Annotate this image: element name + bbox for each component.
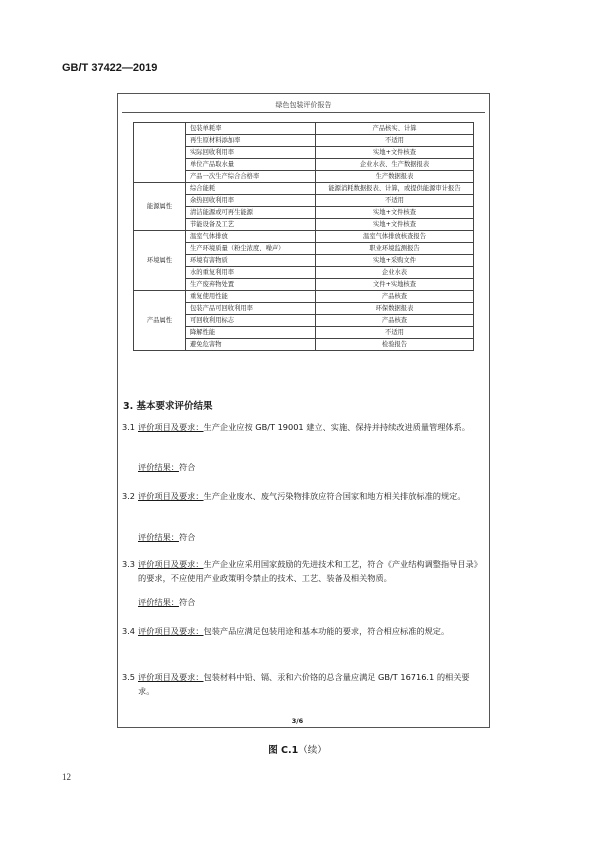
method-cell: 产品核实、计算	[316, 123, 474, 135]
requirement-item	[122, 420, 480, 434]
caption-label: 图 C.1	[268, 745, 299, 756]
method-cell: 不适用	[316, 135, 474, 147]
indicator-cell: 可回收利用标志	[186, 315, 316, 327]
category-cell	[134, 123, 186, 183]
indicator-cell: 再生原材料添加率	[186, 135, 316, 147]
page-number: 12	[62, 772, 71, 782]
evaluation-table	[133, 122, 474, 351]
item-label: 评价项目及要求：	[138, 491, 204, 501]
indicator-cell: 降解性能	[186, 327, 316, 339]
method-cell: 职业环境监测报告	[316, 243, 474, 255]
indicator-cell: 包装产品可回收利用率	[186, 303, 316, 315]
item-label: 评价项目及要求：	[138, 559, 204, 569]
indicator-cell: 清洁能源或可再生能源	[186, 207, 316, 219]
item-number: 3.1	[122, 422, 136, 432]
indicator-cell: 产品一次生产综合合格率	[186, 171, 316, 183]
method-cell: 温室气体排放核查报告	[316, 231, 474, 243]
method-cell: 实地+文件核查	[316, 147, 474, 159]
report-page-indicator: 3/6	[291, 717, 304, 725]
indicator-cell: 重复使用性能	[186, 291, 316, 303]
indicator-cell: 避免危害物	[186, 339, 316, 351]
method-cell: 产品核查	[316, 315, 474, 327]
method-cell: 企业水表、生产数据报表	[316, 159, 474, 171]
method-cell: 实地+文件核查	[316, 219, 474, 231]
category-cell: 产品属性	[134, 291, 186, 351]
indicator-cell: 水的重复利用率	[186, 267, 316, 279]
requirement-item	[122, 624, 480, 638]
standard-code: GB/T 37422—2019	[62, 62, 158, 74]
method-cell: 不适用	[316, 195, 474, 207]
method-cell: 实地+采购文件	[316, 255, 474, 267]
indicator-cell: 环境有害物质	[186, 255, 316, 267]
category-cell: 环境属性	[134, 231, 186, 291]
indicator-cell: 包装单耗率	[186, 123, 316, 135]
title-divider	[122, 112, 485, 113]
method-cell: 实地+文件核查	[316, 207, 474, 219]
item-number: 3.3	[122, 559, 136, 569]
indicator-cell: 单位产品取水量	[186, 159, 316, 171]
result-label: 评价结果：	[138, 462, 179, 472]
table-row	[134, 231, 474, 243]
indicator-cell: 余热回收利用率	[186, 195, 316, 207]
method-cell: 企业水表	[316, 267, 474, 279]
item-result	[138, 532, 195, 543]
table-row	[134, 183, 474, 195]
item-label: 评价项目及要求：	[138, 626, 204, 636]
result-label: 评价结果：	[138, 532, 179, 542]
method-cell: 能源消耗数据报表、计算，或提供能源审计报告	[316, 183, 474, 195]
method-cell: 文件+实地核查	[316, 279, 474, 291]
item-text: 包装材料中铅、镉、汞和六价铬的总含量应满足 GB/T 16716.1 的相关要求。	[138, 672, 470, 696]
item-number: 3.4	[122, 626, 136, 636]
item-number: 3.2	[122, 491, 136, 501]
report-title: 绿色包装评价报告	[275, 101, 332, 109]
indicator-cell: 实际回收利用率	[186, 147, 316, 159]
item-label: 评价项目及要求：	[138, 422, 204, 432]
indicator-cell: 节能设备及工艺	[186, 219, 316, 231]
indicator-cell: 生产废弃物处置	[186, 279, 316, 291]
result-label: 评价结果：	[138, 597, 179, 607]
result-value: 符合	[178, 532, 196, 542]
section-heading: 3. 基本要求评价结果	[123, 401, 213, 412]
result-value: 符合	[178, 462, 196, 472]
figure-caption	[0, 742, 595, 756]
item-text: 生产企业应按 GB/T 19001 建立、实施、保持并持续改进质量管理体系。	[203, 422, 470, 432]
table-row	[134, 123, 474, 135]
indicator-cell: 生产环境质量（粉尘浓度、噪声）	[186, 243, 316, 255]
requirement-item	[122, 557, 480, 585]
method-cell: 不适用	[316, 327, 474, 339]
item-text: 包装产品应满足包装用途和基本功能的要求，符合相应标准的规定。	[203, 626, 450, 636]
caption-suffix: （续）	[298, 745, 327, 756]
result-value: 符合	[178, 597, 196, 607]
requirement-item	[122, 489, 480, 503]
method-cell: 生产数据报表	[316, 171, 474, 183]
item-number: 3.5	[122, 672, 136, 682]
indicator-cell: 综合能耗	[186, 183, 316, 195]
item-result	[138, 462, 195, 473]
method-cell: 环保数据报表	[316, 303, 474, 315]
indicator-cell: 温室气体排放	[186, 231, 316, 243]
item-text: 生产企业废水、废气污染物排放应符合国家和地方相关排放标准的规定。	[203, 491, 466, 501]
method-cell: 检验报告	[316, 339, 474, 351]
method-cell: 产品核查	[316, 291, 474, 303]
item-label: 评价项目及要求：	[138, 672, 204, 682]
item-result	[138, 597, 195, 608]
table-row	[134, 291, 474, 303]
category-cell: 能源属性	[134, 183, 186, 231]
item-text: 生产企业应采用国家鼓励的先进技术和工艺，符合《产业结构调整指导目录》的要求，不应使用产业政策明令禁止的技术、工艺、装备及相关物质。	[138, 559, 478, 583]
requirement-item	[122, 670, 480, 698]
